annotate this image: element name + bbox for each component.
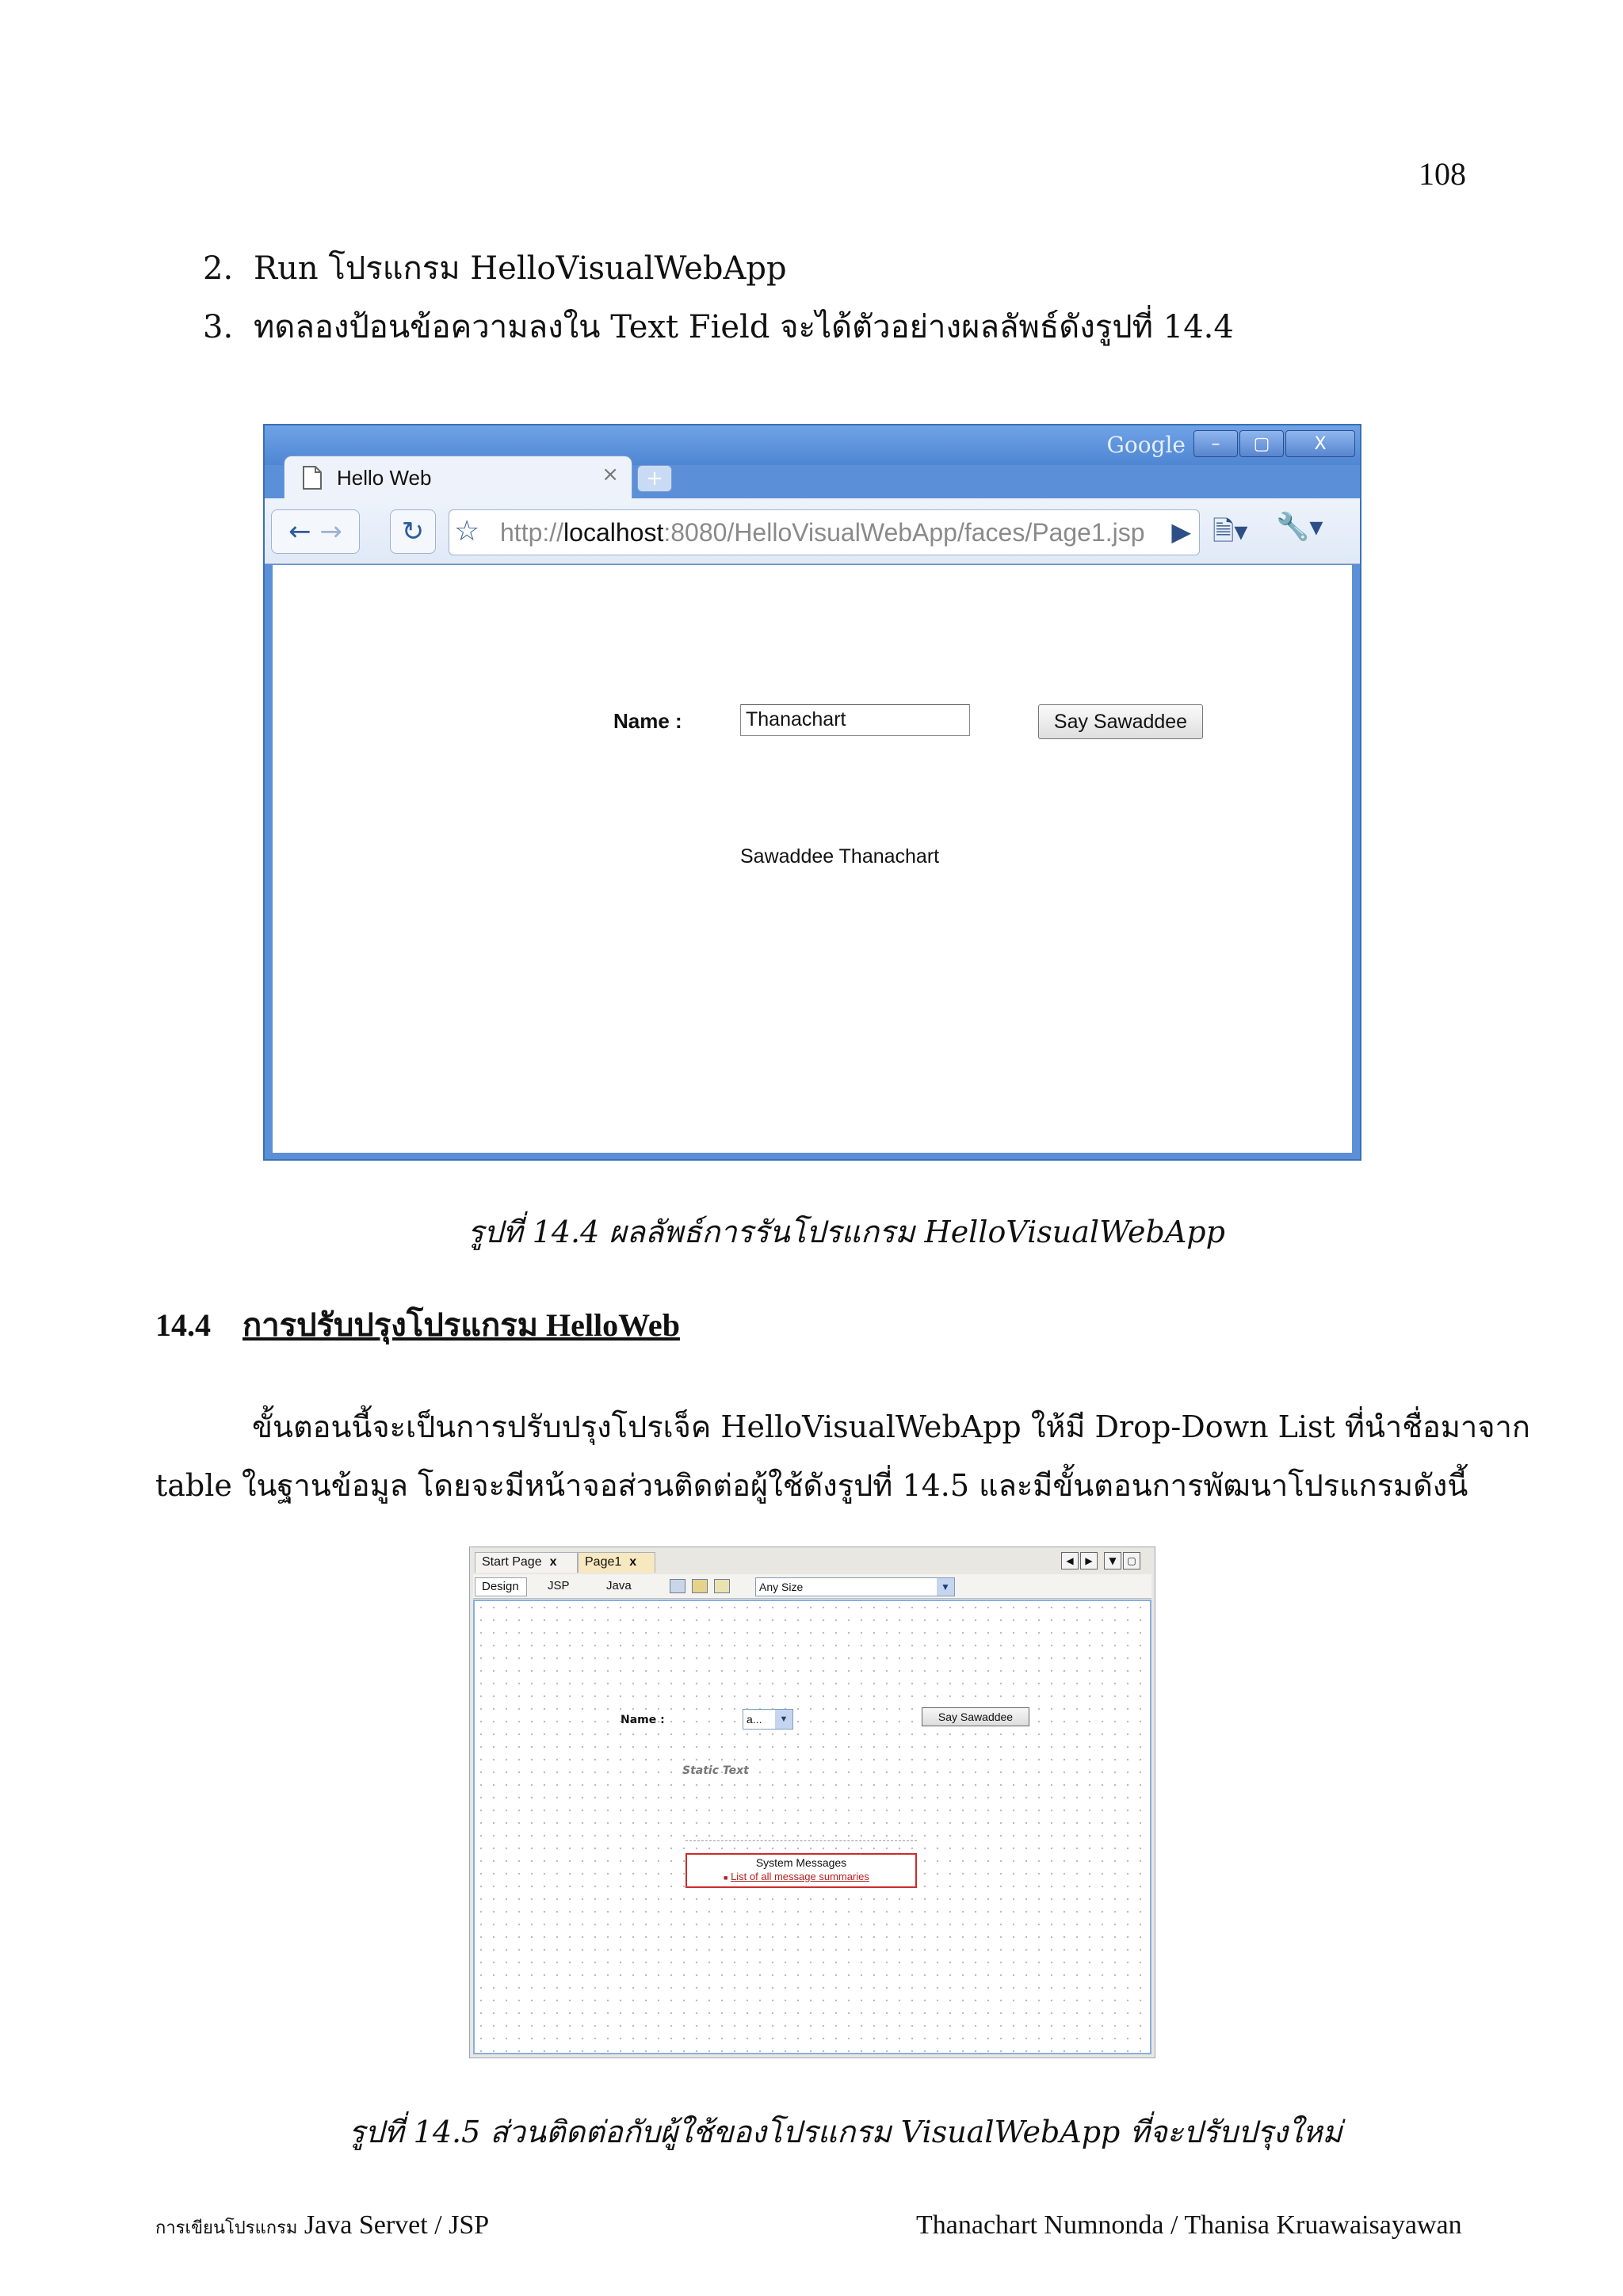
- view-tab-java[interactable]: Java: [606, 1579, 632, 1592]
- step-number: 3.: [203, 309, 234, 345]
- name-dropdown[interactable]: a... ▼: [743, 1709, 793, 1730]
- step-2: [203, 242, 787, 293]
- paragraph-line-1: ขั้นตอนนี้จะเป็นการปรับปรุงโปรเจ็ค HelloVisualWebApp ให้มี Drop-Down List ที่นำชื่อมาจาก: [252, 1409, 1530, 1444]
- output-text: Sawaddee Thanachart: [740, 845, 940, 868]
- section-title: การปรับปรุงโปรแกรม HelloWeb: [242, 1307, 680, 1343]
- step-number: 2.: [203, 250, 234, 287]
- footer-course: Java Servet / JSP: [304, 2210, 490, 2240]
- tab-close-icon[interactable]: x: [629, 1555, 637, 1569]
- close-window-button[interactable]: X: [1285, 430, 1355, 457]
- reload-icon[interactable]: ↻: [390, 509, 436, 554]
- maximize-editor-icon[interactable]: ▢: [1123, 1552, 1140, 1569]
- step-text: ทดลองป้อนข้อความลงใน Text Field จะได้ตัวอย่างผลลัพธ์ดังรูปที่ 14.4: [254, 309, 1234, 345]
- messages-outline: [685, 1840, 917, 1852]
- back-forward-buttons: [271, 509, 360, 554]
- name-label[interactable]: Name :: [621, 1714, 665, 1726]
- bullet-icon: ■: [724, 1874, 728, 1882]
- step-3: [203, 301, 1234, 352]
- minimize-button[interactable]: –: [1193, 430, 1238, 457]
- star-icon[interactable]: ☆: [454, 515, 480, 547]
- footer-authors: Thanachart Numnonda / Thanisa Kruawaisayawan: [916, 2210, 1462, 2240]
- step-text: Run โปรแกรม HelloVisualWebApp: [254, 250, 787, 287]
- tab-close-icon[interactable]: ×: [601, 463, 619, 486]
- tab-page1[interactable]: Page1 x: [578, 1552, 655, 1573]
- browser-brand: Google: [1106, 432, 1186, 458]
- view-tab-design[interactable]: Design: [475, 1577, 527, 1596]
- say-sawaddee-button[interactable]: Say Sawaddee: [1038, 704, 1203, 739]
- chevron-down-icon: ▼: [937, 1578, 954, 1596]
- address-bar[interactable]: [449, 509, 1200, 555]
- show-outline-icon[interactable]: [714, 1579, 730, 1593]
- tab-title: Hello Web: [337, 466, 432, 490]
- messages-title: System Messages: [755, 1856, 847, 1869]
- new-tab-button[interactable]: +: [637, 465, 672, 492]
- preview-icon[interactable]: [670, 1579, 685, 1593]
- refresh-icon[interactable]: [692, 1579, 708, 1593]
- messages-item: ■ List of all message summaries: [724, 1871, 869, 1882]
- browser-toolbar: [265, 498, 1360, 564]
- designer-toolbar: [473, 1574, 1151, 1599]
- back-arrow-icon[interactable]: ←: [288, 516, 311, 547]
- browser-content: [273, 565, 1352, 1153]
- chevron-down-icon: ▼: [775, 1710, 792, 1729]
- figure-caption-14-4: รูปที่ 14.4 ผลลัพธ์การรันโปรแกรม HelloVisualWebApp: [468, 1215, 1225, 1249]
- browser-tab[interactable]: [284, 456, 632, 498]
- page-icon: [302, 466, 323, 490]
- tab-start-page[interactable]: Start Page x: [475, 1552, 578, 1573]
- say-sawaddee-button[interactable]: Say Sawaddee: [922, 1707, 1029, 1726]
- paragraph-line-2: table ในฐานข้อมูล โดยจะมีหน้าจอส่วนติดต่อผู้ใช้ดังรูปที่ 14.5 และมีขั้นตอนการพัฒนาโปรแกรมดังนี้: [155, 1468, 1468, 1503]
- scroll-right-icon[interactable]: ▶: [1080, 1552, 1098, 1569]
- wrench-icon[interactable]: 🔧▾: [1276, 511, 1323, 543]
- static-text[interactable]: Static Text: [682, 1764, 749, 1777]
- footer-left: [155, 2210, 489, 2241]
- forward-arrow-icon[interactable]: →: [319, 516, 342, 547]
- design-canvas[interactable]: [473, 1600, 1151, 2054]
- browser-screenshot: [263, 424, 1361, 1161]
- name-input[interactable]: Thanachart: [740, 704, 970, 736]
- url-text: http://localhost:8080/HelloVisualWebApp/faces/Page1.jsp: [500, 518, 1145, 547]
- section-number: 14.4: [155, 1307, 211, 1343]
- size-select[interactable]: Any Size ▼: [755, 1577, 955, 1596]
- tab-close-icon[interactable]: x: [549, 1555, 557, 1569]
- section-heading: [155, 1299, 680, 1350]
- page-menu-icon[interactable]: 🗎▾: [1212, 516, 1248, 547]
- maximize-button[interactable]: ▢: [1239, 430, 1284, 457]
- view-tab-jsp[interactable]: JSP: [548, 1579, 570, 1592]
- name-label: Name :: [613, 709, 682, 733]
- scroll-left-icon[interactable]: ◀: [1061, 1552, 1079, 1569]
- page-number: 108: [1419, 156, 1466, 192]
- system-messages-box[interactable]: [685, 1853, 917, 1888]
- tab-list-icon[interactable]: ▼: [1104, 1552, 1121, 1569]
- footer-left-thai: การเขียนโปรแกรม: [155, 2218, 298, 2238]
- figure-caption-14-5: รูปที่ 14.5 ส่วนติดต่อกับผู้ใช้ของโปรแกรม VisualWebApp ที่จะปรับปรุงใหม่: [349, 2115, 1342, 2149]
- ide-screenshot: [469, 1547, 1155, 2058]
- go-icon[interactable]: ▶: [1171, 517, 1191, 547]
